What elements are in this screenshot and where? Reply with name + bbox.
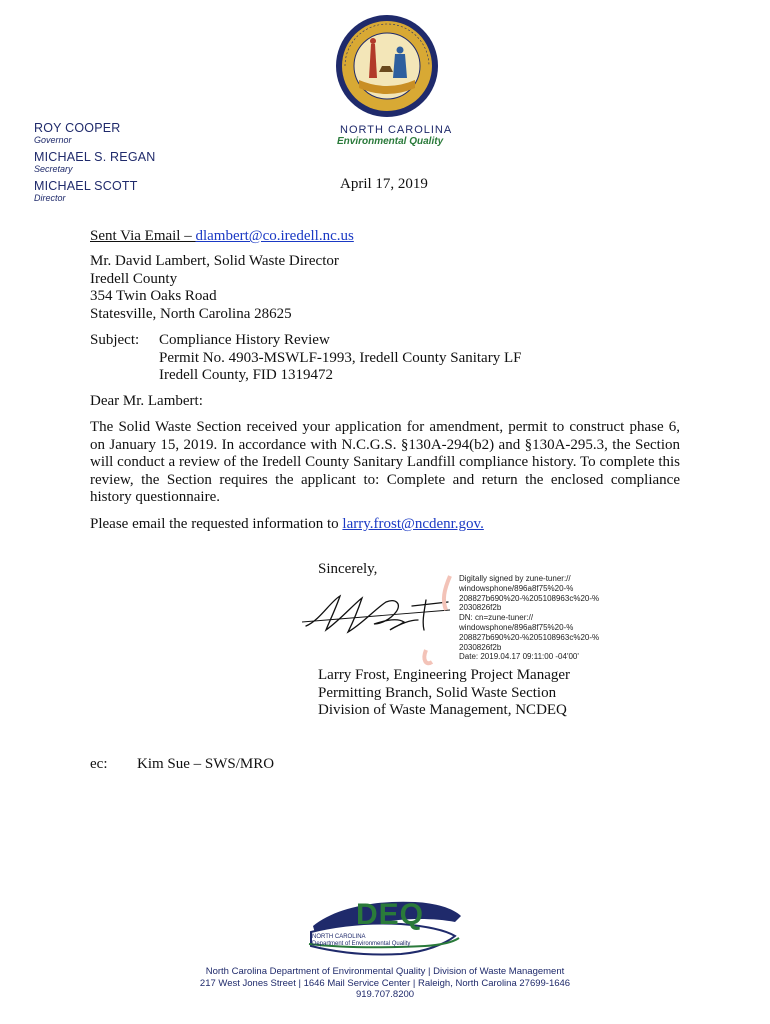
subject-label: Subject: — [90, 332, 140, 348]
footer-address — [0, 966, 770, 1001]
footer-line: 919.707.8200 — [355, 989, 415, 1000]
subject-lines — [159, 332, 521, 385]
deq-logo-subtitle-line: NORTH CAROLINA — [312, 934, 366, 940]
official-secretary — [34, 150, 156, 174]
address-line: 354 Twin Oaks Road — [90, 288, 217, 304]
body-paragraph: The Solid Waste Section received your application for amendment, permit to construct phase 6, on January 15, 2019. In accordance with N.C.G.S. §130A-294(b2) and §130A-295.3, the Section will conduct a review of the Iredell County Sanitary Landfill compliance history. To complete this review, the Section requires the applicant to: Complete and return the enclosed compliance history questionnaire. — [90, 419, 680, 505]
digital-signature-line: DN: cn=zune-tuner:// — [459, 613, 534, 623]
subject-line: Permit No. 4903-MSWLF-1993, Iredell County Sanitary LF — [159, 349, 522, 366]
ec-label: ec: — [90, 756, 108, 772]
sent-via-line — [90, 228, 354, 246]
subject-line: Compliance History Review — [159, 332, 330, 348]
salutation: Dear Mr. Lambert: — [90, 393, 203, 409]
agency-subtitle: Environmental Quality — [337, 136, 444, 147]
state-seal-logo — [335, 14, 439, 118]
subject-line: Iredell County, FID 1319472 — [159, 367, 334, 383]
digital-signature-block — [459, 574, 599, 662]
digital-signature-line: Digitally signed by zune-tuner:// — [459, 574, 571, 583]
governor-title: Governor — [34, 135, 72, 145]
footer-line: 217 West Jones Street | 1646 Mail Service Center | Raleigh, North Carolina 27699-1646 — [199, 977, 571, 989]
email-request-line — [90, 516, 484, 534]
signer-block — [318, 667, 570, 720]
digital-signature-line: 2030826f2b — [459, 603, 502, 613]
email-request-text: Please email the requested information to — [90, 516, 343, 532]
sent-via-prefix: Sent Via Email – — [90, 228, 196, 244]
official-governor — [34, 121, 121, 145]
address-line: Statesville, North Carolina 28625 — [90, 305, 292, 322]
deq-logo-text: DEQ — [356, 898, 425, 931]
closing: Sincerely, — [318, 561, 378, 577]
digital-signature-line: 2030826f2b — [459, 642, 502, 652]
letter-date: April 17, 2019 — [340, 176, 428, 192]
recipient-address — [90, 253, 339, 323]
director-name: MICHAEL SCOTT — [34, 179, 138, 193]
secretary-name: MICHAEL S. REGAN — [34, 150, 156, 164]
director-title: Director — [34, 193, 66, 203]
signer-line: Larry Frost, Engineering Project Manager — [318, 667, 571, 683]
digital-signature-line: windowsphone/896a8f75%20-% — [459, 583, 574, 593]
governor-name: ROY COOPER — [34, 121, 121, 135]
deq-logo-subtitle-line: Department of Environmental Quality — [312, 941, 411, 947]
digital-signature-line: 208827b690%20-%205108963c%20-% — [459, 593, 600, 603]
deq-logo-subtitle — [312, 934, 410, 948]
official-director — [34, 179, 138, 203]
digital-signature-line: 208827b690%20-%205108963c%20-% — [459, 632, 600, 642]
address-line: Iredell County — [90, 270, 178, 287]
digital-signature-line: Date: 2019.04.17 09:11:00 -04'00' — [459, 652, 579, 662]
signer-line: Division of Waste Management, NCDEQ — [318, 702, 567, 718]
digital-signature-line: windowsphone/896a8f75%20-% — [459, 622, 574, 632]
signer-line: Permitting Branch, Solid Waste Section — [318, 684, 557, 701]
sender-email-link[interactable]: larry.frost@ncdenr.gov. — [342, 516, 484, 532]
secretary-title: Secretary — [34, 164, 73, 174]
address-line: Mr. David Lambert, Solid Waste Director — [90, 253, 339, 269]
agency-name: NORTH CAROLINA — [340, 124, 453, 136]
signature-watermark — [416, 570, 456, 670]
footer-line: North Carolina Department of Environmental Quality | Division of Waste Management — [205, 966, 565, 977]
recipient-email-link[interactable]: dlambert@co.iredell.nc.us — [195, 228, 354, 244]
ec-recipient: Kim Sue – SWS/MRO — [137, 756, 275, 772]
